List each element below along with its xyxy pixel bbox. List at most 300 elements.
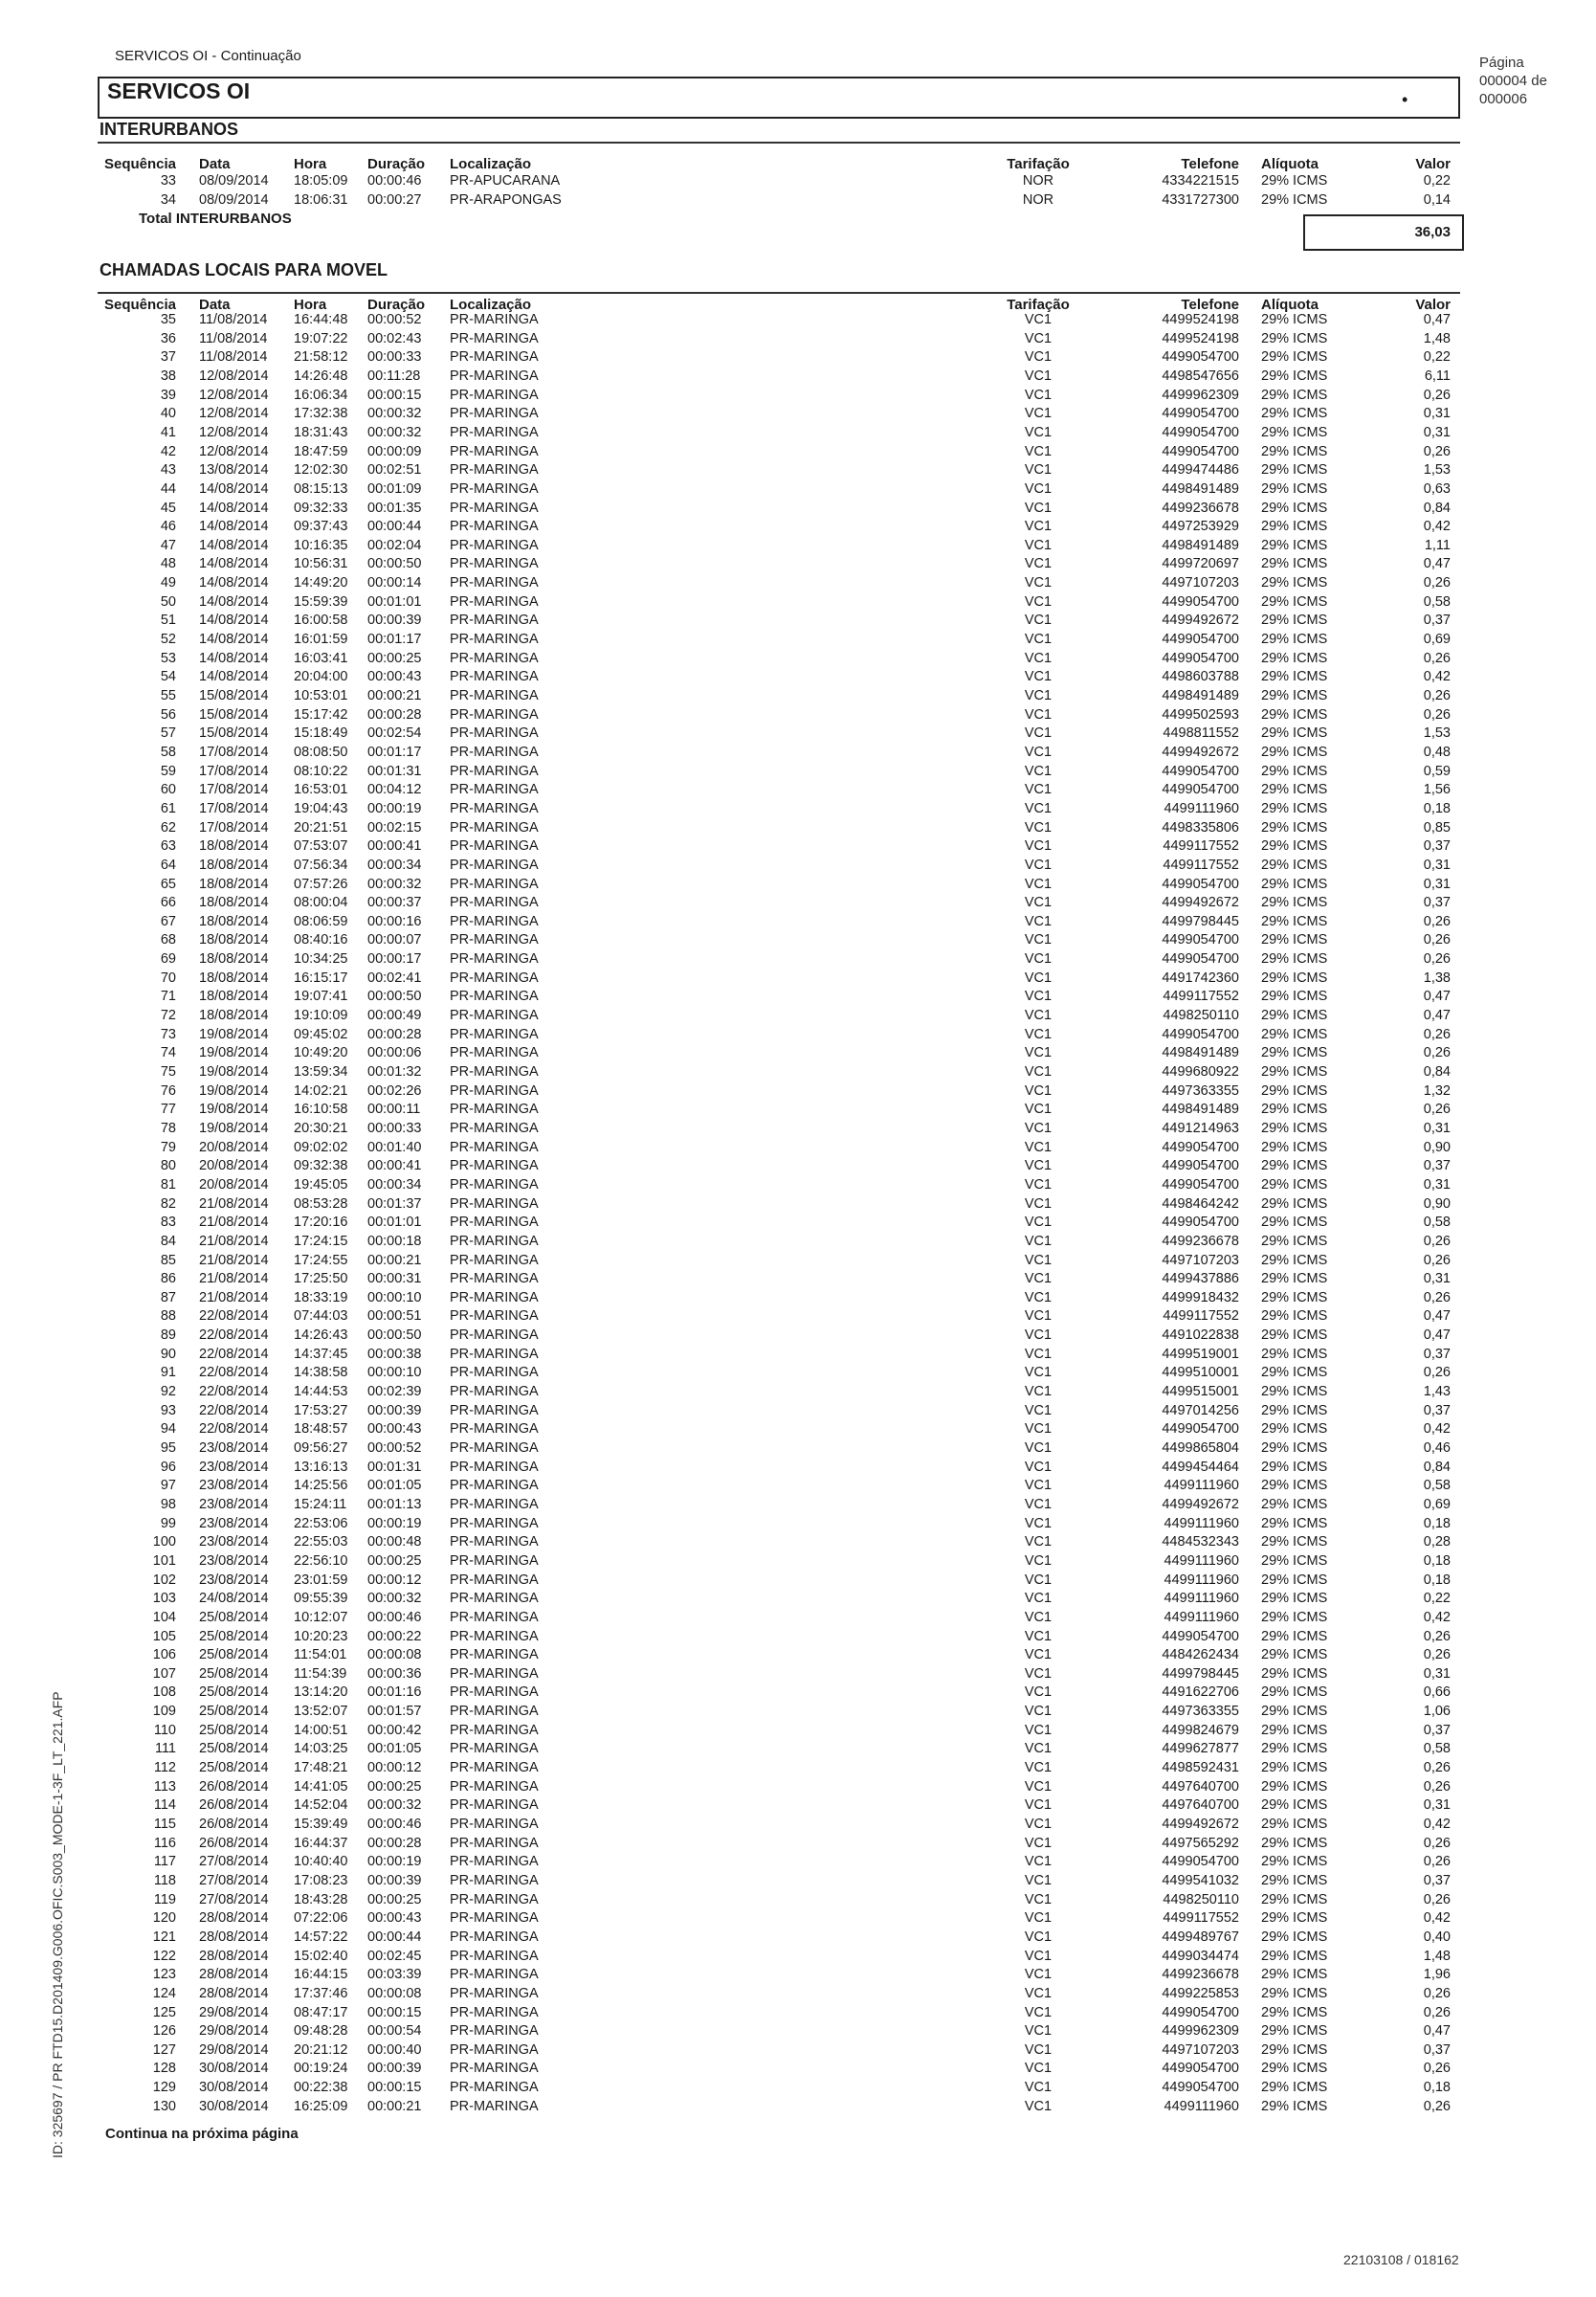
cell-time: 15:02:40 [294,1948,348,1964]
cell-phone: 4499054700 [1162,782,1239,798]
cell-tariff: VC1 [1024,500,1053,516]
cell-rate: 29% ICMS [1261,1684,1328,1701]
cell-date: 23/08/2014 [199,1515,269,1531]
cell-phone: 4497014256 [1162,1402,1239,1418]
cell-rate: 29% ICMS [1261,1948,1328,1964]
section-box-title: SERVICOS OI [107,78,251,103]
cell-seq: 114 [153,1797,176,1814]
cell-seq: 77 [160,1102,176,1118]
cell-seq: 115 [153,1817,176,1832]
page-indicator [1479,54,1547,108]
cell-value: 0,40 [1423,1929,1451,1945]
cell-date: 19/08/2014 [199,1102,269,1118]
table-row [0,538,1596,557]
cell-duration: 00:00:21 [367,688,422,703]
cell-value: 0,18 [1423,800,1451,816]
cell-location: PR-MARINGA [450,1120,539,1136]
table-row [0,425,1596,444]
document-code: 22103108 / 018162 [1343,2252,1459,2267]
column-header-date: Data [199,156,231,172]
cell-duration: 00:00:32 [367,876,422,892]
cell-time: 15:18:49 [294,725,348,742]
cell-rate: 29% ICMS [1261,800,1328,816]
cell-duration: 00:00:44 [367,519,422,535]
cell-rate: 29% ICMS [1261,838,1328,855]
cell-tariff: VC1 [1024,669,1053,685]
cell-time: 08:08:50 [294,744,348,760]
cell-time: 16:53:01 [294,782,348,798]
cell-seq: 37 [160,349,176,366]
table-row [0,782,1596,801]
cell-location: PR-MARINGA [450,1929,539,1945]
cell-seq: 48 [160,556,176,572]
cell-date: 23/08/2014 [199,1534,269,1550]
table-row [0,1910,1596,1929]
cell-duration: 00:04:12 [367,782,422,798]
cell-rate: 29% ICMS [1261,1384,1328,1400]
cell-value: 0,63 [1423,480,1451,497]
cell-phone: 4499111960 [1164,800,1239,816]
cell-time: 08:15:13 [294,480,348,497]
cell-duration: 00:00:34 [367,1176,422,1193]
cell-time: 17:24:55 [294,1252,348,1268]
cell-phone: 4498491489 [1162,537,1239,553]
cell-duration: 00:00:41 [367,838,422,855]
cell-value: 0,69 [1423,1496,1451,1512]
cell-tariff: VC1 [1024,1064,1053,1080]
cell-duration: 00:00:48 [367,1534,422,1550]
cell-location: PR-MARINGA [450,1384,539,1400]
cell-duration: 00:00:14 [367,575,422,591]
cell-location: PR-MARINGA [450,556,539,572]
cell-rate: 29% ICMS [1261,1102,1328,1118]
cell-time: 19:10:09 [294,1008,348,1024]
cell-time: 22:56:10 [294,1552,348,1569]
cell-rate: 29% ICMS [1261,989,1328,1005]
cell-duration: 00:00:15 [367,2080,422,2096]
cell-tariff: VC1 [1024,424,1053,440]
cell-value: 0,31 [1423,406,1451,422]
cell-phone: 4499054700 [1162,1139,1239,1155]
cell-phone: 4499111960 [1164,1478,1239,1494]
table-row [0,1327,1596,1347]
cell-rate: 29% ICMS [1261,593,1328,610]
cell-value: 0,26 [1423,1289,1451,1305]
cell-phone: 4498464242 [1162,1195,1239,1212]
cell-seq: 74 [160,1045,176,1061]
cell-seq: 88 [160,1308,176,1325]
cell-time: 16:15:17 [294,970,348,986]
table-row [0,1986,1596,2005]
cell-rate: 29% ICMS [1261,480,1328,497]
cell-phone: 4499720697 [1162,556,1239,572]
cell-phone: 4497640700 [1162,1797,1239,1814]
cell-location: PR-MARINGA [450,857,539,873]
cell-value: 0,47 [1423,989,1451,1005]
cell-duration: 00:00:32 [367,1591,422,1607]
cell-location: PR-MARINGA [450,1741,539,1757]
cell-value: 0,26 [1423,1045,1451,1061]
cell-tariff: VC1 [1024,819,1053,836]
cell-phone: 4331727300 [1162,191,1239,208]
cell-time: 10:53:01 [294,688,348,703]
cell-seq: 45 [160,500,176,516]
cell-tariff: VC1 [1024,2023,1053,2040]
cell-value: 0,26 [1423,913,1451,929]
cell-time: 20:21:12 [294,2041,348,2058]
cell-value: 0,26 [1423,2098,1451,2114]
cell-tariff: VC1 [1024,744,1053,760]
cell-time: 18:47:59 [294,443,348,459]
cell-date: 27/08/2014 [199,1891,269,1907]
cell-value: 0,58 [1423,593,1451,610]
cell-phone: 4499111960 [1164,1552,1239,1569]
cell-value: 0,42 [1423,1609,1451,1625]
cell-date: 14/08/2014 [199,650,269,666]
cell-rate: 29% ICMS [1261,1647,1328,1663]
cell-seq: 82 [160,1195,176,1212]
cell-rate: 29% ICMS [1261,782,1328,798]
cell-rate: 29% ICMS [1261,575,1328,591]
cell-rate: 29% ICMS [1261,1346,1328,1362]
cell-rate: 29% ICMS [1261,1872,1328,1888]
cell-value: 0,18 [1423,1552,1451,1569]
cell-date: 22/08/2014 [199,1421,269,1438]
cell-value: 1,53 [1423,462,1451,479]
cell-location: PR-MARINGA [450,1233,539,1249]
cell-value: 0,37 [1423,1158,1451,1174]
cell-tariff: VC1 [1024,1552,1053,1569]
cell-location: PR-MARINGA [450,951,539,968]
cell-value: 0,37 [1423,1722,1451,1738]
cell-duration: 00:00:12 [367,1572,422,1588]
cell-location: PR-MARINGA [450,1308,539,1325]
cell-tariff: VC1 [1024,1515,1053,1531]
cell-rate: 29% ICMS [1261,1026,1328,1042]
cell-location: PR-MARINGA [450,462,539,479]
cell-date: 14/08/2014 [199,632,269,648]
cell-location: PR-MARINGA [450,575,539,591]
cell-tariff: VC1 [1024,537,1053,553]
cell-tariff: VC1 [1024,951,1053,968]
cell-duration: 00:03:39 [367,1967,422,1983]
cell-date: 15/08/2014 [199,688,269,703]
cell-date: 14/08/2014 [199,613,269,629]
cell-seq: 87 [160,1289,176,1305]
cell-duration: 00:00:25 [367,1891,422,1907]
cell-phone: 4499541032 [1162,1872,1239,1888]
cell-date: 22/08/2014 [199,1402,269,1418]
cell-tariff: VC1 [1024,1496,1053,1512]
cell-tariff: VC1 [1024,932,1053,948]
cell-location: PR-MARINGA [450,838,539,855]
cell-tariff: VC1 [1024,1760,1053,1776]
cell-seq: 68 [160,932,176,948]
cell-rate: 29% ICMS [1261,1308,1328,1325]
cell-tariff: VC1 [1024,800,1053,816]
cell-value: 0,31 [1423,424,1451,440]
cell-time: 08:47:17 [294,2004,348,2020]
page-total: 000006 [1479,91,1528,107]
side-id-text: ID: 325697 / PR FTD15.D201409.G006.OFIC.S003_MODE-1-3F_LT_221.AFP [50,1691,65,2158]
cell-phone: 4499489767 [1162,1929,1239,1945]
cell-duration: 00:00:19 [367,1854,422,1870]
cell-rate: 29% ICMS [1261,1854,1328,1870]
cell-location: PR-MARINGA [450,349,539,366]
table-row [0,1421,1596,1440]
cell-location: PR-MARINGA [450,1289,539,1305]
cell-time: 09:45:02 [294,1026,348,1042]
cell-seq: 61 [160,800,176,816]
cell-location: PR-MARINGA [450,1271,539,1287]
cell-phone: 4499492672 [1162,1496,1239,1512]
cell-rate: 29% ICMS [1261,706,1328,723]
cell-location: PR-MARINGA [450,500,539,516]
cell-date: 22/08/2014 [199,1308,269,1325]
cell-duration: 00:00:43 [367,1421,422,1438]
cell-location: PR-MARINGA [450,1064,539,1080]
cell-value: 0,26 [1423,706,1451,723]
cell-time: 14:38:58 [294,1365,348,1381]
cell-location: PR-MARINGA [450,424,539,440]
cell-time: 09:48:28 [294,2023,348,2040]
cell-seq: 63 [160,838,176,855]
cell-duration: 00:00:28 [367,1026,422,1042]
cell-tariff: VC1 [1024,1026,1053,1042]
cell-duration: 00:00:50 [367,989,422,1005]
cell-duration: 00:00:46 [367,173,422,189]
cell-rate: 29% ICMS [1261,2041,1328,2058]
table-row [0,1741,1596,1760]
cell-seq: 73 [160,1026,176,1042]
cell-time: 17:25:50 [294,1271,348,1287]
cell-rate: 29% ICMS [1261,406,1328,422]
table-row [0,1629,1596,1648]
table-row [0,406,1596,425]
cell-tariff: VC1 [1024,462,1053,479]
cell-phone: 4497363355 [1162,1082,1239,1099]
cell-time: 10:34:25 [294,951,348,968]
cell-phone: 4499054700 [1162,2080,1239,2096]
cell-time: 16:03:41 [294,650,348,666]
cell-tariff: VC1 [1024,1289,1053,1305]
cell-value: 0,31 [1423,1797,1451,1814]
cell-time: 15:17:42 [294,706,348,723]
table-row [0,1478,1596,1497]
cell-duration: 00:00:22 [367,1628,422,1644]
cell-phone: 4497640700 [1162,1778,1239,1795]
cell-value: 0,59 [1423,763,1451,779]
cell-duration: 00:00:07 [367,932,422,948]
cell-rate: 29% ICMS [1261,613,1328,629]
cell-location: PR-MARINGA [450,368,539,384]
cell-rate: 29% ICMS [1261,1365,1328,1381]
cell-location: PR-MARINGA [450,819,539,836]
cell-time: 07:44:03 [294,1308,348,1325]
cell-value: 0,42 [1423,1817,1451,1832]
cell-date: 22/08/2014 [199,1384,269,1400]
cell-rate: 29% ICMS [1261,763,1328,779]
cell-seq: 59 [160,763,176,779]
column-header-value: Valor [1415,156,1451,172]
cell-date: 28/08/2014 [199,1948,269,1964]
cell-location: PR-MARINGA [450,1872,539,1888]
cell-tariff: VC1 [1024,2004,1053,2020]
table-row [0,858,1596,877]
table-row [0,1647,1596,1666]
cell-tariff: NOR [1022,173,1054,189]
cell-phone: 4499492672 [1162,1817,1239,1832]
column-header-location: Localização [450,297,532,313]
cell-date: 11/08/2014 [199,330,268,346]
cell-phone: 4497107203 [1162,575,1239,591]
cell-tariff: VC1 [1024,989,1053,1005]
cell-tariff: VC1 [1024,1008,1053,1024]
cell-tariff: VC1 [1024,1102,1053,1118]
cell-date: 26/08/2014 [199,1817,269,1832]
cell-value: 0,48 [1423,744,1451,760]
cell-phone: 4497363355 [1162,1704,1239,1720]
cell-date: 25/08/2014 [199,1684,269,1701]
table-row [0,877,1596,896]
table-row [0,1440,1596,1460]
cell-rate: 29% ICMS [1261,1082,1328,1099]
cell-phone: 4498811552 [1163,725,1239,742]
cell-time: 16:25:09 [294,2098,348,2114]
cell-duration: 00:01:05 [367,1741,422,1757]
cell-date: 13/08/2014 [199,462,269,479]
cell-duration: 00:02:41 [367,970,422,986]
cell-value: 1,48 [1423,1948,1451,1964]
cell-duration: 00:01:35 [367,500,422,516]
cell-time: 14:44:53 [294,1384,348,1400]
table-row [0,820,1596,839]
table-row [0,1347,1596,1366]
cell-date: 12/08/2014 [199,443,269,459]
table-row [0,707,1596,726]
cell-tariff: NOR [1022,191,1054,208]
cell-value: 0,37 [1423,838,1451,855]
column-header-rate: Alíquota [1261,297,1319,313]
cell-seq: 71 [160,989,176,1005]
cell-value: 1,96 [1423,1967,1451,1983]
cell-seq: 36 [160,330,176,346]
cell-tariff: VC1 [1024,1252,1053,1268]
cell-phone: 4499117552 [1163,1910,1239,1927]
cell-seq: 52 [160,632,176,648]
cell-duration: 00:00:08 [367,1985,422,2001]
cell-seq: 122 [152,1948,176,1964]
cell-date: 14/08/2014 [199,575,269,591]
cell-location: PR-MARINGA [450,706,539,723]
cell-time: 13:16:13 [294,1459,348,1475]
cell-rate: 29% ICMS [1261,173,1328,189]
table-row [0,1234,1596,1253]
cell-location: PR-MARINGA [450,2041,539,2058]
cell-location: PR-MARINGA [450,1026,539,1042]
cell-time: 08:40:16 [294,932,348,948]
cell-time: 08:53:28 [294,1195,348,1212]
continue-note: Continua na próxima página [105,2126,299,2142]
cell-phone: 4491214963 [1162,1120,1239,1136]
cell-seq: 51 [160,613,176,629]
table-row [0,1497,1596,1516]
cell-seq: 112 [153,1760,176,1776]
cell-seq: 89 [160,1327,176,1344]
cell-seq: 123 [152,1967,176,1983]
table-row [0,1271,1596,1290]
cell-rate: 29% ICMS [1261,1628,1328,1644]
cell-date: 11/08/2014 [199,349,268,366]
cell-duration: 00:02:15 [367,819,422,836]
cell-location: PR-MARINGA [450,330,539,346]
cell-phone: 4499962309 [1162,387,1239,403]
cell-seq: 94 [160,1421,176,1438]
table-row [0,331,1596,350]
cell-rate: 29% ICMS [1261,1891,1328,1907]
cell-seq: 96 [160,1459,176,1475]
cell-seq: 39 [160,387,176,403]
cell-phone: 4499680922 [1162,1064,1239,1080]
cell-location: PR-MARINGA [450,387,539,403]
cell-value: 0,26 [1423,1835,1451,1851]
cell-duration: 00:01:32 [367,1064,422,1080]
cell-time: 09:37:43 [294,519,348,535]
cell-location: PR-MARINGA [450,632,539,648]
cell-time: 14:02:21 [294,1082,348,1099]
cell-duration: 00:11:28 [367,368,421,384]
cell-time: 09:32:33 [294,500,348,516]
cell-duration: 00:00:32 [367,1797,422,1814]
cell-rate: 29% ICMS [1261,1421,1328,1438]
cell-time: 18:33:19 [294,1289,348,1305]
column-header-time: Hora [294,297,327,313]
table-row [0,1967,1596,1986]
cell-duration: 00:00:32 [367,406,422,422]
cell-duration: 00:00:43 [367,1910,422,1927]
cell-duration: 00:00:51 [367,1308,422,1325]
table-row [0,725,1596,745]
column-header-seq: Sequência [103,297,176,313]
cell-phone: 4499054700 [1162,632,1239,648]
cell-duration: 00:00:28 [367,706,422,723]
cell-duration: 00:00:21 [367,1252,422,1268]
cell-date: 17/08/2014 [199,782,269,798]
cell-date: 27/08/2014 [199,1854,269,1870]
table-row [0,1610,1596,1629]
cell-value: 0,58 [1423,1215,1451,1231]
cell-rate: 29% ICMS [1261,1289,1328,1305]
cell-phone: 4499111960 [1164,1609,1239,1625]
cell-tariff: VC1 [1024,1440,1053,1456]
cell-rate: 29% ICMS [1261,913,1328,929]
cell-phone: 4499798445 [1162,913,1239,929]
cell-date: 18/08/2014 [199,838,269,855]
cell-phone: 4499492672 [1162,744,1239,760]
column-header-seq: Sequência [103,156,176,172]
cell-tariff: VC1 [1024,406,1053,422]
cell-tariff: VC1 [1024,1985,1053,2001]
cell-location: PR-MARINGA [450,800,539,816]
cell-phone: 4499492672 [1162,895,1239,911]
cell-time: 10:56:31 [294,556,348,572]
cell-phone: 4499236678 [1162,500,1239,516]
cell-tariff: VC1 [1024,857,1053,873]
table-row [0,519,1596,538]
table-row [0,1534,1596,1553]
cell-location: PR-MARINGA [450,876,539,892]
cell-date: 23/08/2014 [199,1496,269,1512]
